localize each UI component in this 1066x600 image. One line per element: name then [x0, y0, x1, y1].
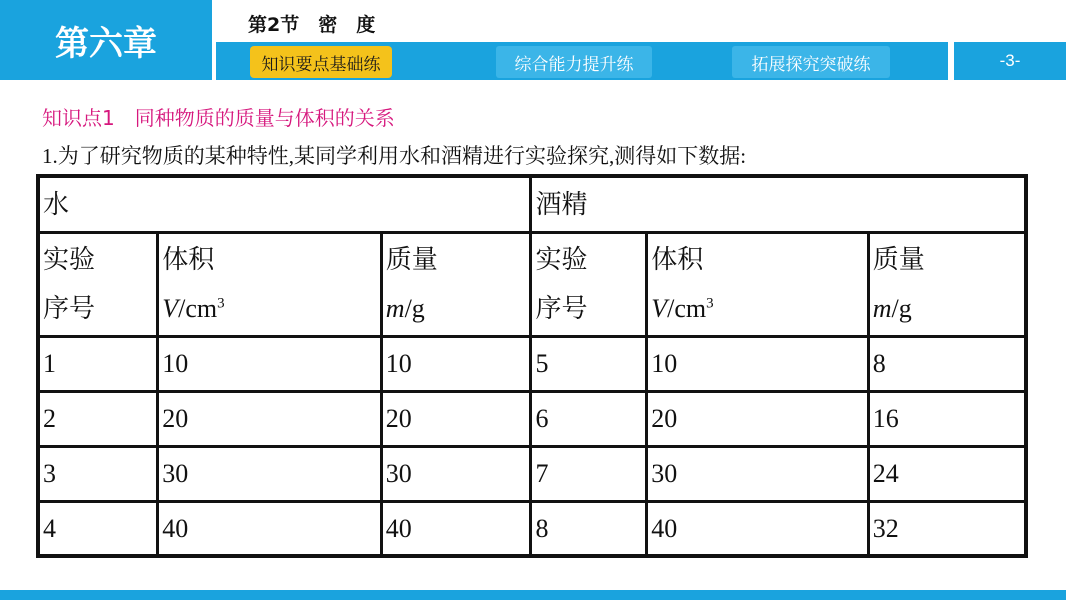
table-cell: 16: [868, 391, 1026, 446]
column-header-line: 序号: [535, 294, 588, 323]
unit-superscript: 3: [217, 295, 225, 312]
unit-text: /g: [404, 294, 425, 323]
page-number: -3-: [954, 42, 1066, 80]
column-header: [531, 232, 647, 336]
column-header-line: 体积: [651, 244, 704, 274]
table-row: [38, 501, 1026, 556]
column-header-line: 质量: [872, 244, 925, 274]
table-column-header-row: [38, 232, 1026, 336]
question-text: 1.为了研究物质的某种特性,某同学利用水和酒精进行实验探究,测得如下数据:: [42, 144, 747, 168]
unit-text: /g: [891, 294, 912, 323]
table-cell: 8: [868, 336, 1026, 391]
table-cell: 7: [531, 446, 647, 501]
table-cell: 20: [381, 391, 531, 446]
tab-ability-improvement[interactable]: 综合能力提升练: [496, 46, 652, 78]
table-cell: 40: [647, 501, 869, 556]
unit-text: /cm: [667, 294, 707, 323]
table-cell: 30: [158, 446, 382, 501]
column-header-unit: [386, 284, 530, 333]
table-cell: 40: [158, 501, 382, 556]
unit-superscript: 3: [706, 295, 714, 312]
table-row: [38, 446, 1026, 501]
table-row: [38, 391, 1026, 446]
table-cell: 3: [38, 446, 158, 501]
column-header-line: 实验: [535, 244, 588, 274]
unit-variable: V: [162, 294, 179, 323]
table-cell: 5: [531, 336, 647, 391]
table-cell: 8: [531, 501, 647, 556]
group-header-water: 水: [38, 176, 531, 232]
table-cell: 10: [158, 336, 382, 391]
table-cell: 30: [381, 446, 531, 501]
table-cell: 20: [647, 391, 869, 446]
column-header: [158, 232, 382, 336]
column-header-line: 实验: [43, 244, 96, 274]
column-header-line: 体积: [162, 244, 215, 274]
unit-variable: m: [872, 294, 892, 323]
table-cell: 30: [647, 446, 869, 501]
group-header-alcohol: 酒精: [531, 176, 1026, 232]
column-header-unit: [651, 284, 867, 333]
table-cell: 32: [868, 501, 1026, 556]
column-header: [647, 232, 869, 336]
column-header-unit: [873, 284, 1024, 333]
table-cell: 10: [647, 336, 869, 391]
knowledge-point-heading: 知识点1 同种物质的质量与体积的关系: [42, 106, 395, 130]
unit-text: /cm: [178, 294, 218, 323]
table-cell: 40: [381, 501, 531, 556]
bottom-accent-bar: [0, 590, 1066, 600]
column-header-line: 序号: [43, 294, 96, 323]
data-table: [36, 174, 1028, 558]
column-header-line: 质量: [385, 244, 438, 274]
table-cell: 10: [381, 336, 531, 391]
chapter-title: 第六章: [0, 0, 212, 80]
column-header-unit: [162, 284, 380, 333]
table-group-header-row: [38, 176, 1026, 232]
table-row: [38, 336, 1026, 391]
column-header: [868, 232, 1026, 336]
unit-variable: m: [385, 294, 405, 323]
table-cell: 4: [38, 501, 158, 556]
table-cell: 1: [38, 336, 158, 391]
table-cell: 20: [158, 391, 382, 446]
column-header: [381, 232, 531, 336]
table-cell: 6: [531, 391, 647, 446]
table-cell: 24: [868, 446, 1026, 501]
column-header: [38, 232, 158, 336]
tab-basic-practice[interactable]: 知识要点基础练: [250, 46, 392, 78]
section-title: 第2节 密 度: [248, 14, 376, 36]
table-cell: 2: [38, 391, 158, 446]
tab-extended-exploration[interactable]: 拓展探究突破练: [732, 46, 890, 78]
unit-variable: V: [651, 294, 668, 323]
